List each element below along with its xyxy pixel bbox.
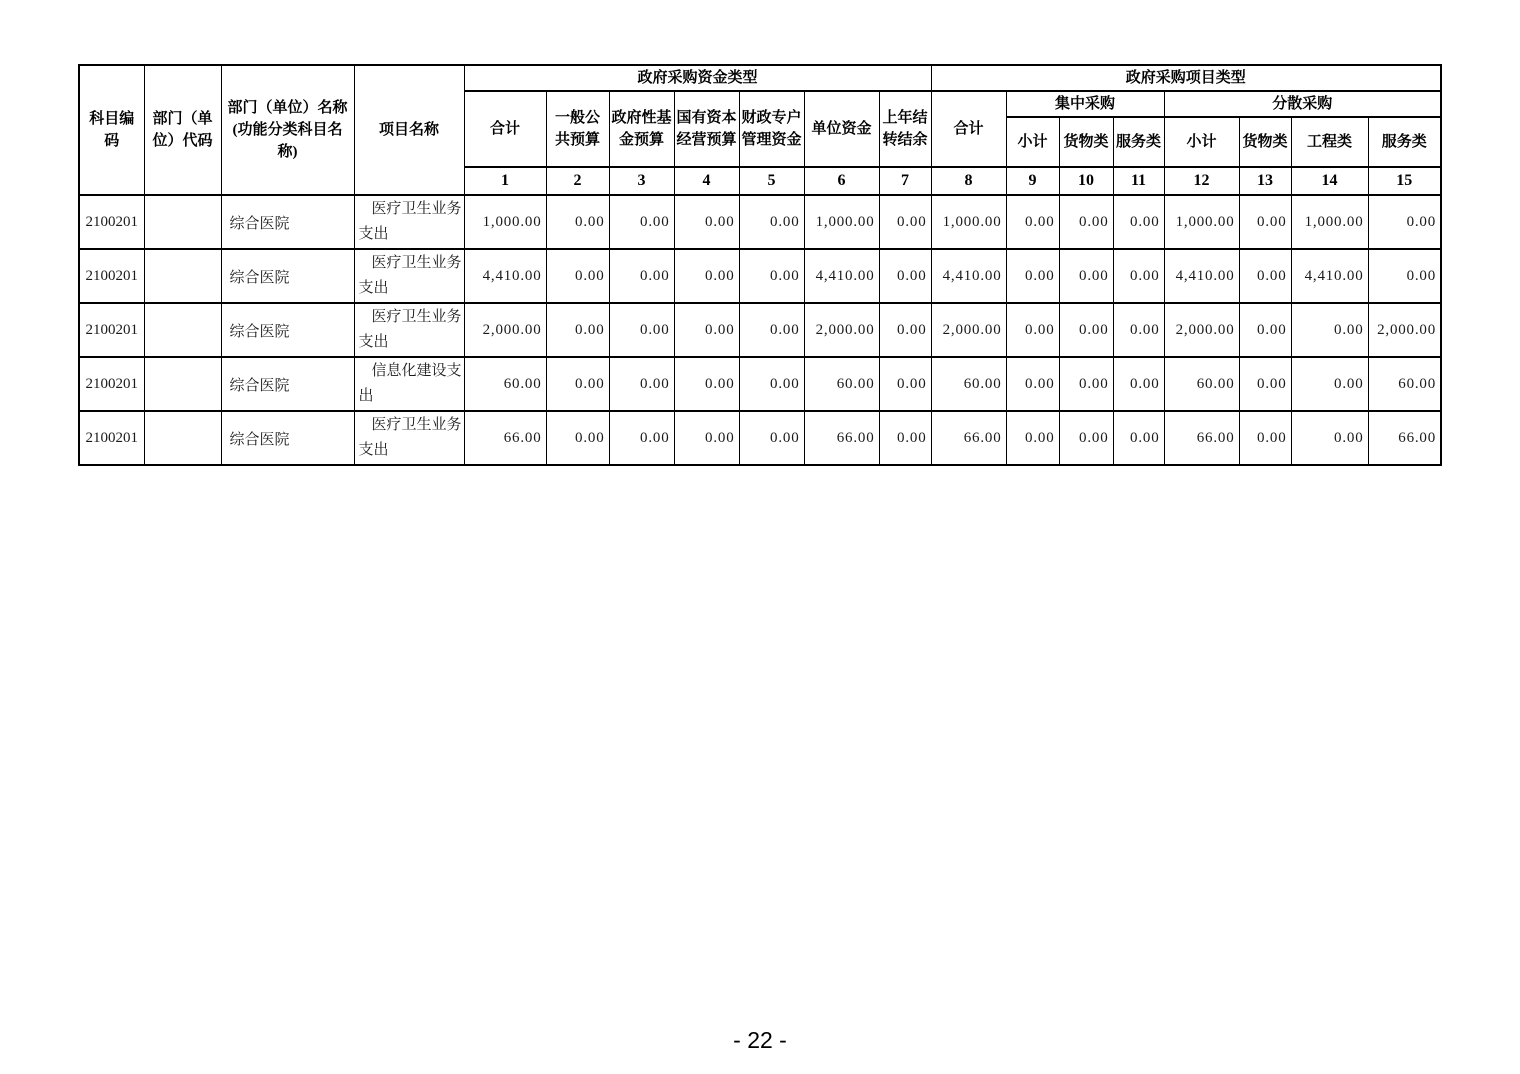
amount-cell: 0.00 bbox=[674, 357, 739, 411]
amount-cell: 0.00 bbox=[1239, 357, 1291, 411]
amount-cell: 0.00 bbox=[1059, 303, 1113, 357]
header-row-groups bbox=[79, 65, 1441, 91]
col-number: 3 bbox=[609, 167, 674, 195]
col-header-project-name: 项目名称 bbox=[354, 65, 464, 195]
amount-cell: 0.00 bbox=[1113, 195, 1164, 249]
amount-cell: 0.00 bbox=[739, 303, 804, 357]
page-number: - 22 - bbox=[733, 1027, 787, 1053]
dept-name-cell: 综合医院 bbox=[221, 195, 354, 249]
amount-cell: 66.00 bbox=[464, 411, 546, 465]
subject-code-cell: 2100201 bbox=[79, 249, 144, 303]
table-body bbox=[79, 195, 1441, 465]
project-name-cell: 医疗卫生业务支出 bbox=[354, 303, 464, 357]
col-number: 9 bbox=[1006, 167, 1059, 195]
col-number: 8 bbox=[931, 167, 1006, 195]
amount-cell: 0.00 bbox=[1006, 303, 1059, 357]
col-number: 1 bbox=[464, 167, 546, 195]
amount-cell: 4,410.00 bbox=[931, 249, 1006, 303]
dept-code-cell bbox=[144, 195, 221, 249]
amount-cell: 1,000.00 bbox=[464, 195, 546, 249]
dept-code-cell bbox=[144, 249, 221, 303]
amount-cell: 1,000.00 bbox=[1164, 195, 1239, 249]
amount-cell: 0.00 bbox=[739, 195, 804, 249]
dept-name-cell: 综合医院 bbox=[221, 357, 354, 411]
col-header-state-capital-budget: 国有资本经营预算 bbox=[674, 91, 739, 167]
project-name-cell: 医疗卫生业务支出 bbox=[354, 195, 464, 249]
amount-cell: 2,000.00 bbox=[464, 303, 546, 357]
amount-cell: 0.00 bbox=[879, 357, 931, 411]
col-header-subject-code: 科目编码 bbox=[79, 65, 144, 195]
table-row bbox=[79, 195, 1441, 249]
group-header-fund-type: 政府采购资金类型 bbox=[464, 65, 931, 91]
amount-cell: 66.00 bbox=[1368, 411, 1441, 465]
col-header-dept-code: 部门（单位）代码 bbox=[144, 65, 221, 195]
col-header-fund-total: 合计 bbox=[464, 91, 546, 167]
amount-cell: 0.00 bbox=[1113, 303, 1164, 357]
amount-cell: 1,000.00 bbox=[931, 195, 1006, 249]
procurement-budget-table bbox=[78, 64, 1442, 466]
amount-cell: 0.00 bbox=[739, 357, 804, 411]
amount-cell: 60.00 bbox=[931, 357, 1006, 411]
amount-cell: 0.00 bbox=[1113, 357, 1164, 411]
amount-cell: 0.00 bbox=[1291, 303, 1368, 357]
col-number: 15 bbox=[1368, 167, 1441, 195]
amount-cell: 4,410.00 bbox=[464, 249, 546, 303]
col-number: 11 bbox=[1113, 167, 1164, 195]
project-name-cell: 医疗卫生业务支出 bbox=[354, 411, 464, 465]
col-header-fiscal-account-funds: 财政专户管理资金 bbox=[739, 91, 804, 167]
amount-cell: 60.00 bbox=[1368, 357, 1441, 411]
amount-cell: 0.00 bbox=[1291, 411, 1368, 465]
amount-cell: 2,000.00 bbox=[804, 303, 879, 357]
amount-cell: 66.00 bbox=[931, 411, 1006, 465]
amount-cell: 0.00 bbox=[1006, 357, 1059, 411]
amount-cell: 0.00 bbox=[546, 357, 609, 411]
amount-cell: 0.00 bbox=[609, 357, 674, 411]
amount-cell: 0.00 bbox=[1059, 357, 1113, 411]
amount-cell: 0.00 bbox=[879, 195, 931, 249]
subject-code-cell: 2100201 bbox=[79, 357, 144, 411]
amount-cell: 2,000.00 bbox=[1164, 303, 1239, 357]
col-header-dec-services: 服务类 bbox=[1368, 117, 1441, 167]
amount-cell: 4,410.00 bbox=[1291, 249, 1368, 303]
col-header-dec-subtotal: 小计 bbox=[1164, 117, 1239, 167]
project-name-cell: 信息化建设支出 bbox=[354, 357, 464, 411]
amount-cell: 0.00 bbox=[1291, 357, 1368, 411]
amount-cell: 0.00 bbox=[1239, 411, 1291, 465]
amount-cell: 0.00 bbox=[609, 411, 674, 465]
amount-cell: 0.00 bbox=[609, 249, 674, 303]
amount-cell: 1,000.00 bbox=[804, 195, 879, 249]
amount-cell: 60.00 bbox=[464, 357, 546, 411]
project-name-cell: 医疗卫生业务支出 bbox=[354, 249, 464, 303]
amount-cell: 60.00 bbox=[804, 357, 879, 411]
amount-cell: 0.00 bbox=[1239, 303, 1291, 357]
amount-cell: 0.00 bbox=[674, 303, 739, 357]
amount-cell: 0.00 bbox=[879, 303, 931, 357]
amount-cell: 0.00 bbox=[1368, 249, 1441, 303]
col-header-project-total: 合计 bbox=[931, 91, 1006, 167]
col-number: 2 bbox=[546, 167, 609, 195]
dept-code-cell bbox=[144, 303, 221, 357]
amount-cell: 0.00 bbox=[1006, 195, 1059, 249]
amount-cell: 66.00 bbox=[1164, 411, 1239, 465]
table-row bbox=[79, 357, 1441, 411]
amount-cell: 0.00 bbox=[879, 249, 931, 303]
amount-cell: 0.00 bbox=[609, 195, 674, 249]
amount-cell: 0.00 bbox=[1006, 249, 1059, 303]
col-header-cent-goods: 货物类 bbox=[1059, 117, 1113, 167]
amount-cell: 1,000.00 bbox=[1291, 195, 1368, 249]
amount-cell: 0.00 bbox=[1239, 249, 1291, 303]
amount-cell: 0.00 bbox=[1059, 411, 1113, 465]
col-number: 4 bbox=[674, 167, 739, 195]
dept-code-cell bbox=[144, 411, 221, 465]
col-number: 10 bbox=[1059, 167, 1113, 195]
amount-cell: 0.00 bbox=[879, 411, 931, 465]
subject-code-cell: 2100201 bbox=[79, 303, 144, 357]
amount-cell: 0.00 bbox=[739, 249, 804, 303]
subject-code-cell: 2100201 bbox=[79, 195, 144, 249]
col-number: 13 bbox=[1239, 167, 1291, 195]
group-header-decentralized: 分散采购 bbox=[1164, 91, 1441, 117]
amount-cell: 0.00 bbox=[546, 411, 609, 465]
col-header-carryover: 上年结转结余 bbox=[879, 91, 931, 167]
table-header bbox=[79, 65, 1441, 195]
amount-cell: 0.00 bbox=[674, 411, 739, 465]
amount-cell: 0.00 bbox=[546, 249, 609, 303]
col-number: 6 bbox=[804, 167, 879, 195]
group-header-project-type: 政府采购项目类型 bbox=[931, 65, 1441, 91]
amount-cell: 0.00 bbox=[546, 303, 609, 357]
subject-code-cell: 2100201 bbox=[79, 411, 144, 465]
col-number: 12 bbox=[1164, 167, 1239, 195]
amount-cell: 0.00 bbox=[1239, 195, 1291, 249]
col-header-dec-goods: 货物类 bbox=[1239, 117, 1291, 167]
amount-cell: 0.00 bbox=[1059, 195, 1113, 249]
amount-cell: 0.00 bbox=[1113, 411, 1164, 465]
amount-cell: 2,000.00 bbox=[1368, 303, 1441, 357]
amount-cell: 4,410.00 bbox=[1164, 249, 1239, 303]
amount-cell: 4,410.00 bbox=[804, 249, 879, 303]
amount-cell: 0.00 bbox=[1368, 195, 1441, 249]
amount-cell: 0.00 bbox=[1113, 249, 1164, 303]
col-header-general-public-budget: 一般公共预算 bbox=[546, 91, 609, 167]
group-header-centralized: 集中采购 bbox=[1006, 91, 1164, 117]
table-row bbox=[79, 303, 1441, 357]
amount-cell: 2,000.00 bbox=[931, 303, 1006, 357]
dept-name-cell: 综合医院 bbox=[221, 411, 354, 465]
amount-cell: 0.00 bbox=[674, 195, 739, 249]
table-row bbox=[79, 249, 1441, 303]
amount-cell: 0.00 bbox=[609, 303, 674, 357]
amount-cell: 66.00 bbox=[804, 411, 879, 465]
col-number: 7 bbox=[879, 167, 931, 195]
col-header-gov-fund-budget: 政府性基金预算 bbox=[609, 91, 674, 167]
amount-cell: 0.00 bbox=[674, 249, 739, 303]
amount-cell: 0.00 bbox=[546, 195, 609, 249]
col-header-dec-engineering: 工程类 bbox=[1291, 117, 1368, 167]
amount-cell: 0.00 bbox=[1059, 249, 1113, 303]
table-row bbox=[79, 411, 1441, 465]
amount-cell: 0.00 bbox=[1006, 411, 1059, 465]
amount-cell: 60.00 bbox=[1164, 357, 1239, 411]
dept-name-cell: 综合医院 bbox=[221, 249, 354, 303]
col-header-unit-funds: 单位资金 bbox=[804, 91, 879, 167]
col-number: 5 bbox=[739, 167, 804, 195]
dept-code-cell bbox=[144, 357, 221, 411]
col-header-cent-subtotal: 小计 bbox=[1006, 117, 1059, 167]
col-header-cent-services: 服务类 bbox=[1113, 117, 1164, 167]
dept-name-cell: 综合医院 bbox=[221, 303, 354, 357]
amount-cell: 0.00 bbox=[739, 411, 804, 465]
col-number: 14 bbox=[1291, 167, 1368, 195]
col-header-dept-name: 部门（单位）名称(功能分类科目名称) bbox=[221, 65, 354, 195]
